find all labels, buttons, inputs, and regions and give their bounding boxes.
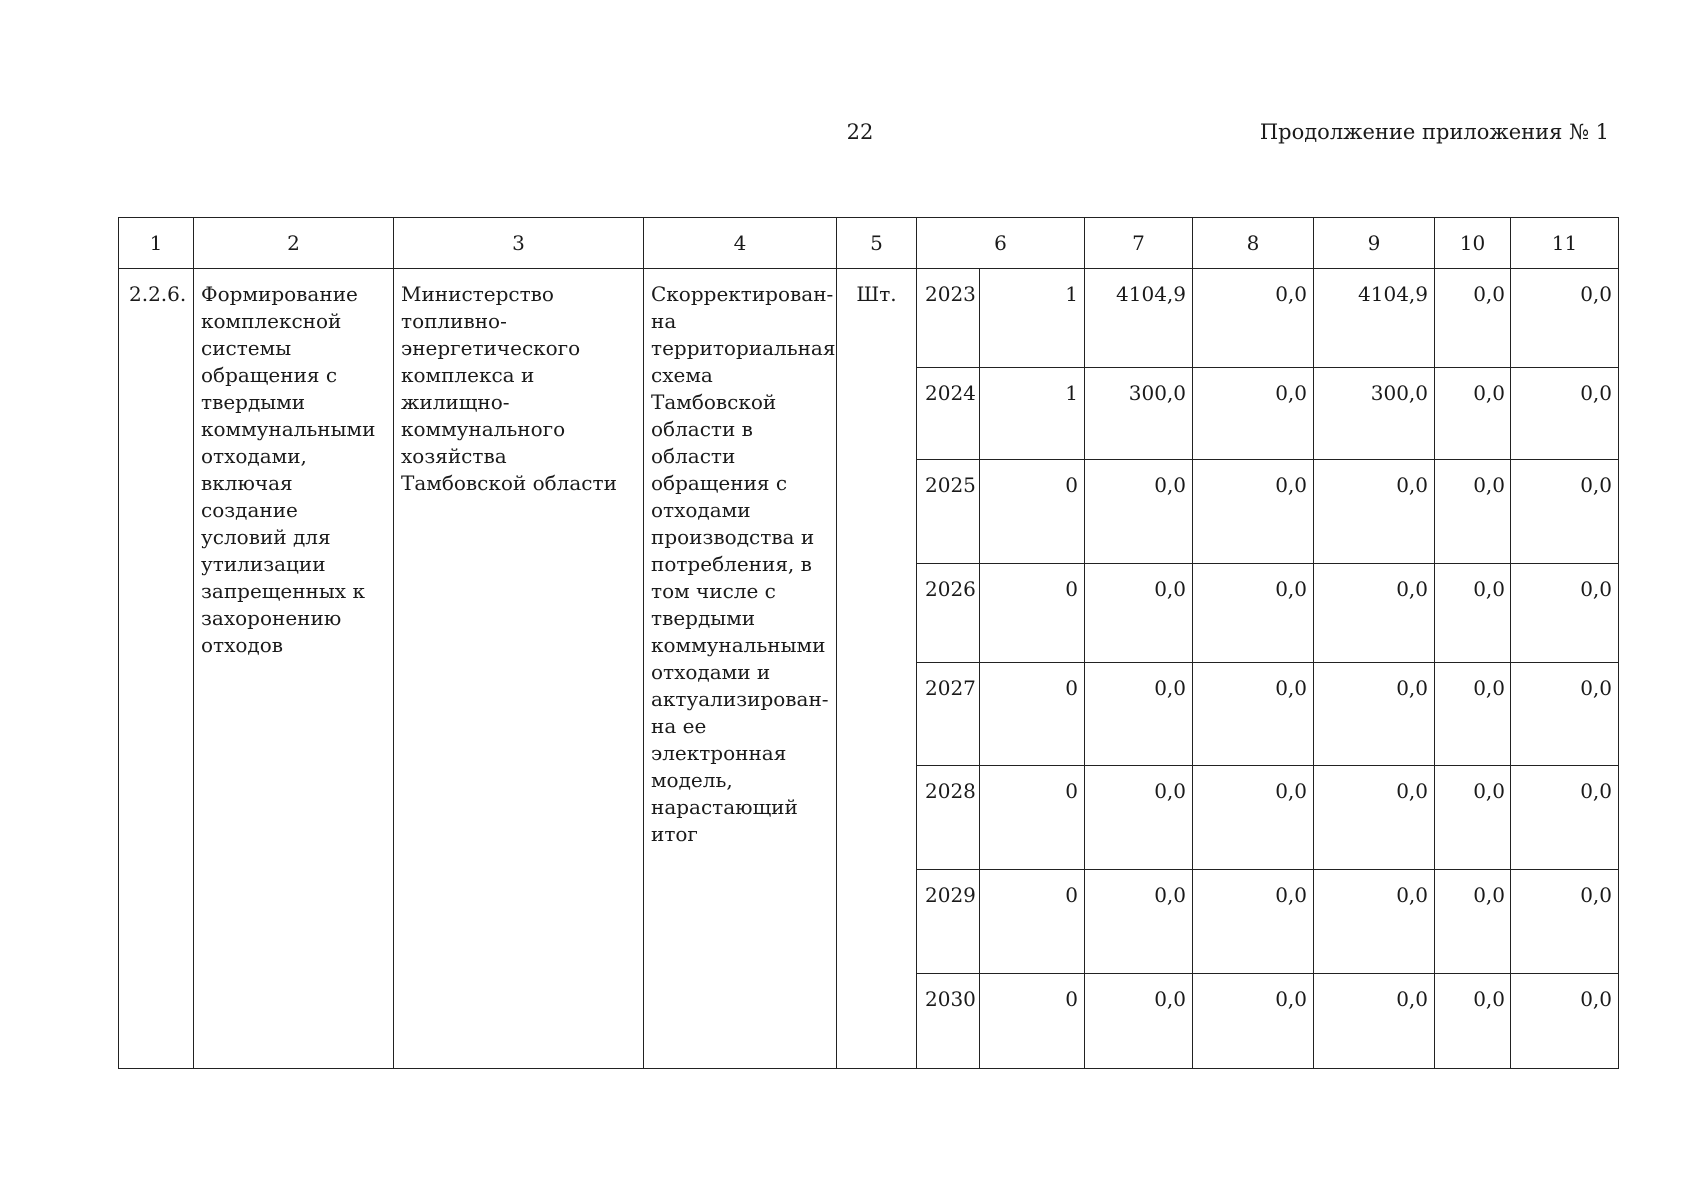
col9-value: 0,0 bbox=[1396, 779, 1429, 803]
col8-value: 0,0 bbox=[1275, 676, 1308, 700]
entry-indicator: Скорректирован-на территориальная схема Тамбовской области в области обращения с отходами производства и потребления, в том числе с твердыми коммунальными отходами и актуализирован-на ее электронная модель, нарастающий итог bbox=[651, 282, 836, 846]
entry-activity-cell bbox=[194, 269, 394, 1069]
col11-cell bbox=[1511, 368, 1619, 460]
value-cell bbox=[980, 564, 1085, 663]
column-header: 3 bbox=[394, 218, 644, 269]
continuation-label: Продолжение приложения № 1 bbox=[1259, 120, 1609, 144]
col8-cell bbox=[1193, 663, 1314, 766]
col10-value: 0,0 bbox=[1473, 473, 1506, 497]
col11-value: 0,0 bbox=[1580, 473, 1613, 497]
year: 2027 bbox=[925, 676, 976, 700]
col11-value: 0,0 bbox=[1580, 676, 1613, 700]
column-header: 10 bbox=[1435, 218, 1511, 269]
column-header: 7 bbox=[1085, 218, 1193, 269]
column-header: 8 bbox=[1193, 218, 1314, 269]
year: 2028 bbox=[925, 779, 976, 803]
col11-value: 0,0 bbox=[1580, 282, 1613, 306]
col7-value: 300,0 bbox=[1128, 381, 1187, 405]
column-header: 4 bbox=[644, 218, 837, 269]
col9-value: 0,0 bbox=[1396, 473, 1429, 497]
value-cell bbox=[980, 974, 1085, 1069]
col7-cell bbox=[1085, 460, 1193, 564]
col11-cell bbox=[1511, 269, 1619, 368]
col10-cell bbox=[1435, 663, 1511, 766]
col7-value: 0,0 bbox=[1154, 987, 1187, 1011]
entry-indicator-cell bbox=[644, 269, 837, 1069]
col10-cell bbox=[1435, 460, 1511, 564]
col11-cell bbox=[1511, 870, 1619, 974]
col10-cell bbox=[1435, 974, 1511, 1069]
entry-activity: Формирование комплексной системы обращения с твердыми коммунальными отходами, включая создание условий для утилизации запрещенных к захоронению отходов bbox=[201, 282, 376, 657]
col11-value: 0,0 bbox=[1580, 779, 1613, 803]
entry-code-cell bbox=[119, 269, 194, 1069]
entry-unit: Шт. bbox=[856, 282, 897, 306]
year: 2025 bbox=[925, 473, 976, 497]
page-number: 22 bbox=[846, 120, 874, 144]
col8-cell bbox=[1193, 974, 1314, 1069]
col10-value: 0,0 bbox=[1473, 577, 1506, 601]
col9-cell bbox=[1314, 368, 1435, 460]
col8-value: 0,0 bbox=[1275, 987, 1308, 1011]
indicator-value: 0 bbox=[1065, 577, 1079, 601]
year-cell bbox=[917, 368, 980, 460]
indicator-value: 0 bbox=[1065, 676, 1079, 700]
col7-cell bbox=[1085, 870, 1193, 974]
value-cell bbox=[980, 663, 1085, 766]
col9-cell bbox=[1314, 269, 1435, 368]
col9-value: 0,0 bbox=[1396, 987, 1429, 1011]
col9-cell bbox=[1314, 663, 1435, 766]
value-cell bbox=[980, 460, 1085, 564]
col9-cell bbox=[1314, 870, 1435, 974]
col9-value: 4104,9 bbox=[1358, 282, 1429, 306]
year-cell bbox=[917, 460, 980, 564]
entry-responsible-cell bbox=[394, 269, 644, 1069]
value-cell bbox=[980, 269, 1085, 368]
year-cell bbox=[917, 766, 980, 870]
value-cell bbox=[980, 368, 1085, 460]
col10-value: 0,0 bbox=[1473, 282, 1506, 306]
col8-value: 0,0 bbox=[1275, 883, 1308, 907]
year: 2024 bbox=[925, 381, 976, 405]
indicator-value: 0 bbox=[1065, 987, 1079, 1011]
col9-cell bbox=[1314, 766, 1435, 870]
indicator-value: 0 bbox=[1065, 883, 1079, 907]
year: 2029 bbox=[925, 883, 976, 907]
col8-cell bbox=[1193, 368, 1314, 460]
col7-cell bbox=[1085, 663, 1193, 766]
col11-cell bbox=[1511, 564, 1619, 663]
program-table bbox=[118, 217, 1619, 1069]
year: 2030 bbox=[925, 987, 976, 1011]
col11-value: 0,0 bbox=[1580, 381, 1613, 405]
col7-value: 0,0 bbox=[1154, 883, 1187, 907]
column-header: 1 bbox=[119, 218, 194, 269]
indicator-value: 0 bbox=[1065, 473, 1079, 497]
col11-cell bbox=[1511, 663, 1619, 766]
indicator-value: 1 bbox=[1065, 282, 1079, 306]
year-cell bbox=[917, 870, 980, 974]
year-cell bbox=[917, 663, 980, 766]
entry-responsible: Министерство топливно-энергетического комплекса и жилищно-коммунального хозяйства Тамбовской области bbox=[401, 282, 617, 495]
col9-cell bbox=[1314, 460, 1435, 564]
year-cell bbox=[917, 564, 980, 663]
col10-cell bbox=[1435, 564, 1511, 663]
value-cell bbox=[980, 870, 1085, 974]
col8-cell bbox=[1193, 564, 1314, 663]
col10-value: 0,0 bbox=[1473, 676, 1506, 700]
col7-cell bbox=[1085, 974, 1193, 1069]
col7-value: 4104,9 bbox=[1116, 282, 1187, 306]
col8-cell bbox=[1193, 269, 1314, 368]
col10-cell bbox=[1435, 269, 1511, 368]
col9-cell bbox=[1314, 564, 1435, 663]
column-header: 6 bbox=[917, 218, 1085, 269]
value-cell bbox=[980, 766, 1085, 870]
col7-cell bbox=[1085, 766, 1193, 870]
col9-value: 0,0 bbox=[1396, 883, 1429, 907]
col8-value: 0,0 bbox=[1275, 473, 1308, 497]
col11-value: 0,0 bbox=[1580, 987, 1613, 1011]
col7-cell bbox=[1085, 269, 1193, 368]
col10-value: 0,0 bbox=[1473, 987, 1506, 1011]
col10-value: 0,0 bbox=[1473, 883, 1506, 907]
col8-cell bbox=[1193, 870, 1314, 974]
col8-cell bbox=[1193, 460, 1314, 564]
col9-value: 300,0 bbox=[1370, 381, 1429, 405]
col9-value: 0,0 bbox=[1396, 577, 1429, 601]
table-row bbox=[119, 269, 1619, 368]
col8-value: 0,0 bbox=[1275, 779, 1308, 803]
indicator-value: 1 bbox=[1065, 381, 1079, 405]
col8-value: 0,0 bbox=[1275, 577, 1308, 601]
year: 2023 bbox=[925, 282, 976, 306]
col10-cell bbox=[1435, 368, 1511, 460]
year-cell bbox=[917, 269, 980, 368]
col11-cell bbox=[1511, 766, 1619, 870]
col11-cell bbox=[1511, 974, 1619, 1069]
column-header: 9 bbox=[1314, 218, 1435, 269]
entry-unit-cell bbox=[837, 269, 917, 1069]
col7-cell bbox=[1085, 368, 1193, 460]
col8-value: 0,0 bbox=[1275, 282, 1308, 306]
col10-value: 0,0 bbox=[1473, 779, 1506, 803]
col9-cell bbox=[1314, 974, 1435, 1069]
col10-cell bbox=[1435, 766, 1511, 870]
col7-cell bbox=[1085, 564, 1193, 663]
col10-cell bbox=[1435, 870, 1511, 974]
col11-value: 0,0 bbox=[1580, 577, 1613, 601]
column-header: 11 bbox=[1511, 218, 1619, 269]
col11-cell bbox=[1511, 460, 1619, 564]
col9-value: 0,0 bbox=[1396, 676, 1429, 700]
col8-value: 0,0 bbox=[1275, 381, 1308, 405]
col10-value: 0,0 bbox=[1473, 381, 1506, 405]
column-header: 2 bbox=[194, 218, 394, 269]
col7-value: 0,0 bbox=[1154, 779, 1187, 803]
indicator-value: 0 bbox=[1065, 779, 1079, 803]
column-number-row bbox=[119, 218, 1619, 269]
col7-value: 0,0 bbox=[1154, 577, 1187, 601]
col8-cell bbox=[1193, 766, 1314, 870]
year-cell bbox=[917, 974, 980, 1069]
col7-value: 0,0 bbox=[1154, 676, 1187, 700]
year: 2026 bbox=[925, 577, 976, 601]
col7-value: 0,0 bbox=[1154, 473, 1187, 497]
entry-code: 2.2.6. bbox=[129, 282, 187, 306]
column-header: 5 bbox=[837, 218, 917, 269]
col11-value: 0,0 bbox=[1580, 883, 1613, 907]
